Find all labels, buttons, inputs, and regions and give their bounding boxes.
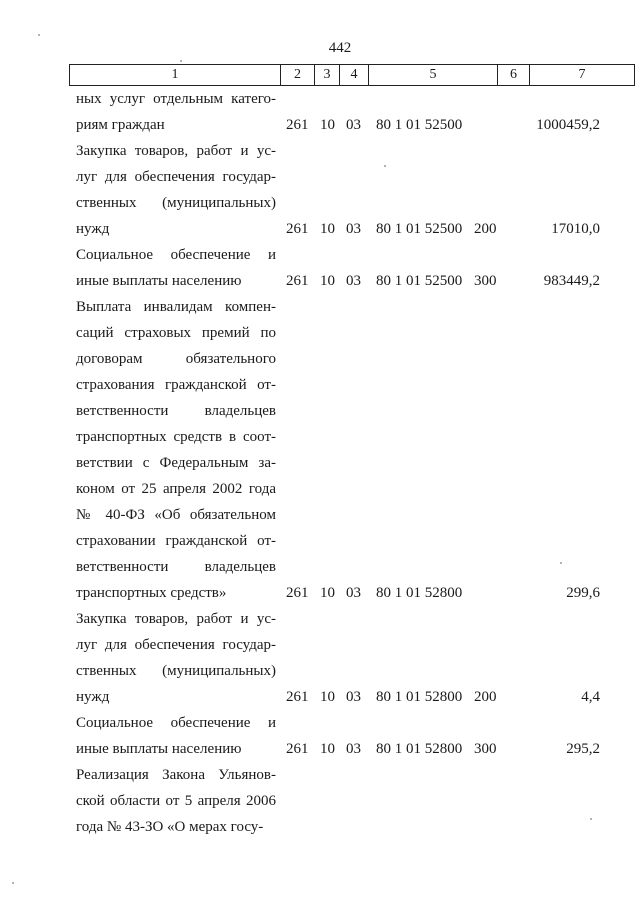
row-subsection: 03 [346,689,361,705]
row-sum: 295,2 [566,741,600,757]
row-target-article: 80 1 01 52500 [376,273,463,289]
row-section: 10 [320,221,335,237]
table-row [0,294,640,606]
description-line: Закупка товаров, работ и ус- [76,611,276,627]
description-line: страховании гражданской от- [76,533,276,549]
description-line: саций страховых премий по [76,325,276,341]
scan-speck [384,165,386,167]
table-body [0,86,640,840]
description-line: нужд [76,689,110,705]
description-line: транспортных средств» [76,585,227,601]
row-expense-type: 300 [474,273,497,289]
row-subsection: 03 [346,221,361,237]
description-line: страхования гражданской от- [76,377,276,393]
description-line: коном от 25 апреля 2002 года [76,481,276,497]
scan-speck [12,882,14,884]
scan-speck [38,34,40,36]
description-line: луг для обеспечения государ- [76,637,276,653]
description-line: года № 43-ЗО «О мерах госу- [76,819,264,835]
row-description [76,242,276,294]
row-sum: 299,6 [566,585,600,601]
description-line: ветственности владельцев [76,403,276,419]
row-code: 261 [286,741,309,757]
description-line: ветствии с Федеральным за- [76,455,276,471]
row-code: 261 [286,221,309,237]
scan-speck [560,562,562,564]
header-col-3: 3 [315,65,340,86]
table-row [0,606,640,710]
table-row [0,86,640,138]
row-description [76,86,276,138]
row-subsection: 03 [346,273,361,289]
header-col-6: 6 [498,65,530,86]
description-line: нужд [76,221,110,237]
table-row [0,762,640,840]
row-target-article: 80 1 01 52800 [376,741,463,757]
table-row [0,710,640,762]
row-expense-type: 200 [474,689,497,705]
row-section: 10 [320,273,335,289]
row-code: 261 [286,117,309,133]
table-header [69,64,635,86]
header-row [70,65,635,86]
row-target-article: 80 1 01 52500 [376,117,463,133]
description-line: иные выплаты населению [76,741,242,757]
row-code: 261 [286,585,309,601]
description-line: Реализация Закона Ульянов- [76,767,276,783]
scan-speck [590,818,592,820]
header-col-1: 1 [70,65,281,86]
row-subsection: 03 [346,585,361,601]
row-description [76,138,276,242]
row-subsection: 03 [346,741,361,757]
row-description [76,606,276,710]
row-section: 10 [320,741,335,757]
description-line: ственных (муниципальных) [76,663,276,679]
row-sum: 17010,0 [551,221,600,237]
header-col-7: 7 [530,65,635,86]
description-line: Закупка товаров, работ и ус- [76,143,276,159]
row-expense-type: 200 [474,221,497,237]
row-sum: 4,4 [581,689,600,705]
row-subsection: 03 [346,117,361,133]
row-section: 10 [320,689,335,705]
row-target-article: 80 1 01 52800 [376,585,463,601]
row-description [76,762,276,840]
scan-speck [180,60,182,62]
table-row [0,242,640,294]
row-expense-type: 300 [474,741,497,757]
row-section: 10 [320,585,335,601]
description-line: ных услуг отдельным катего- [76,91,276,107]
description-line: ственных (муниципальных) [76,195,276,211]
description-line: луг для обеспечения государ- [76,169,276,185]
description-line: риям граждан [76,117,165,133]
table-row [0,138,640,242]
row-sum: 1000459,2 [536,117,600,133]
description-line: № 40-ФЗ «Об обязательном [76,507,276,523]
description-line: договорам обязательного [76,351,276,367]
row-target-article: 80 1 01 52500 [376,221,463,237]
row-section: 10 [320,117,335,133]
description-line: Выплата инвалидам компен- [76,299,276,315]
description-line: ской области от 5 апреля 2006 [76,793,276,809]
row-target-article: 80 1 01 52800 [376,689,463,705]
header-col-4: 4 [340,65,369,86]
description-line: иные выплаты населению [76,273,242,289]
row-code: 261 [286,689,309,705]
description-line: ветственности владельцев [76,559,276,575]
row-description [76,710,276,762]
header-col-5: 5 [369,65,498,86]
header-col-2: 2 [281,65,315,86]
row-sum: 983449,2 [543,273,600,289]
row-code: 261 [286,273,309,289]
description-line: транспортных средств в соот- [76,429,276,445]
page-number: 442 [328,40,352,56]
description-line: Социальное обеспечение и [76,247,276,263]
row-description [76,294,276,606]
description-line: Социальное обеспечение и [76,715,276,731]
